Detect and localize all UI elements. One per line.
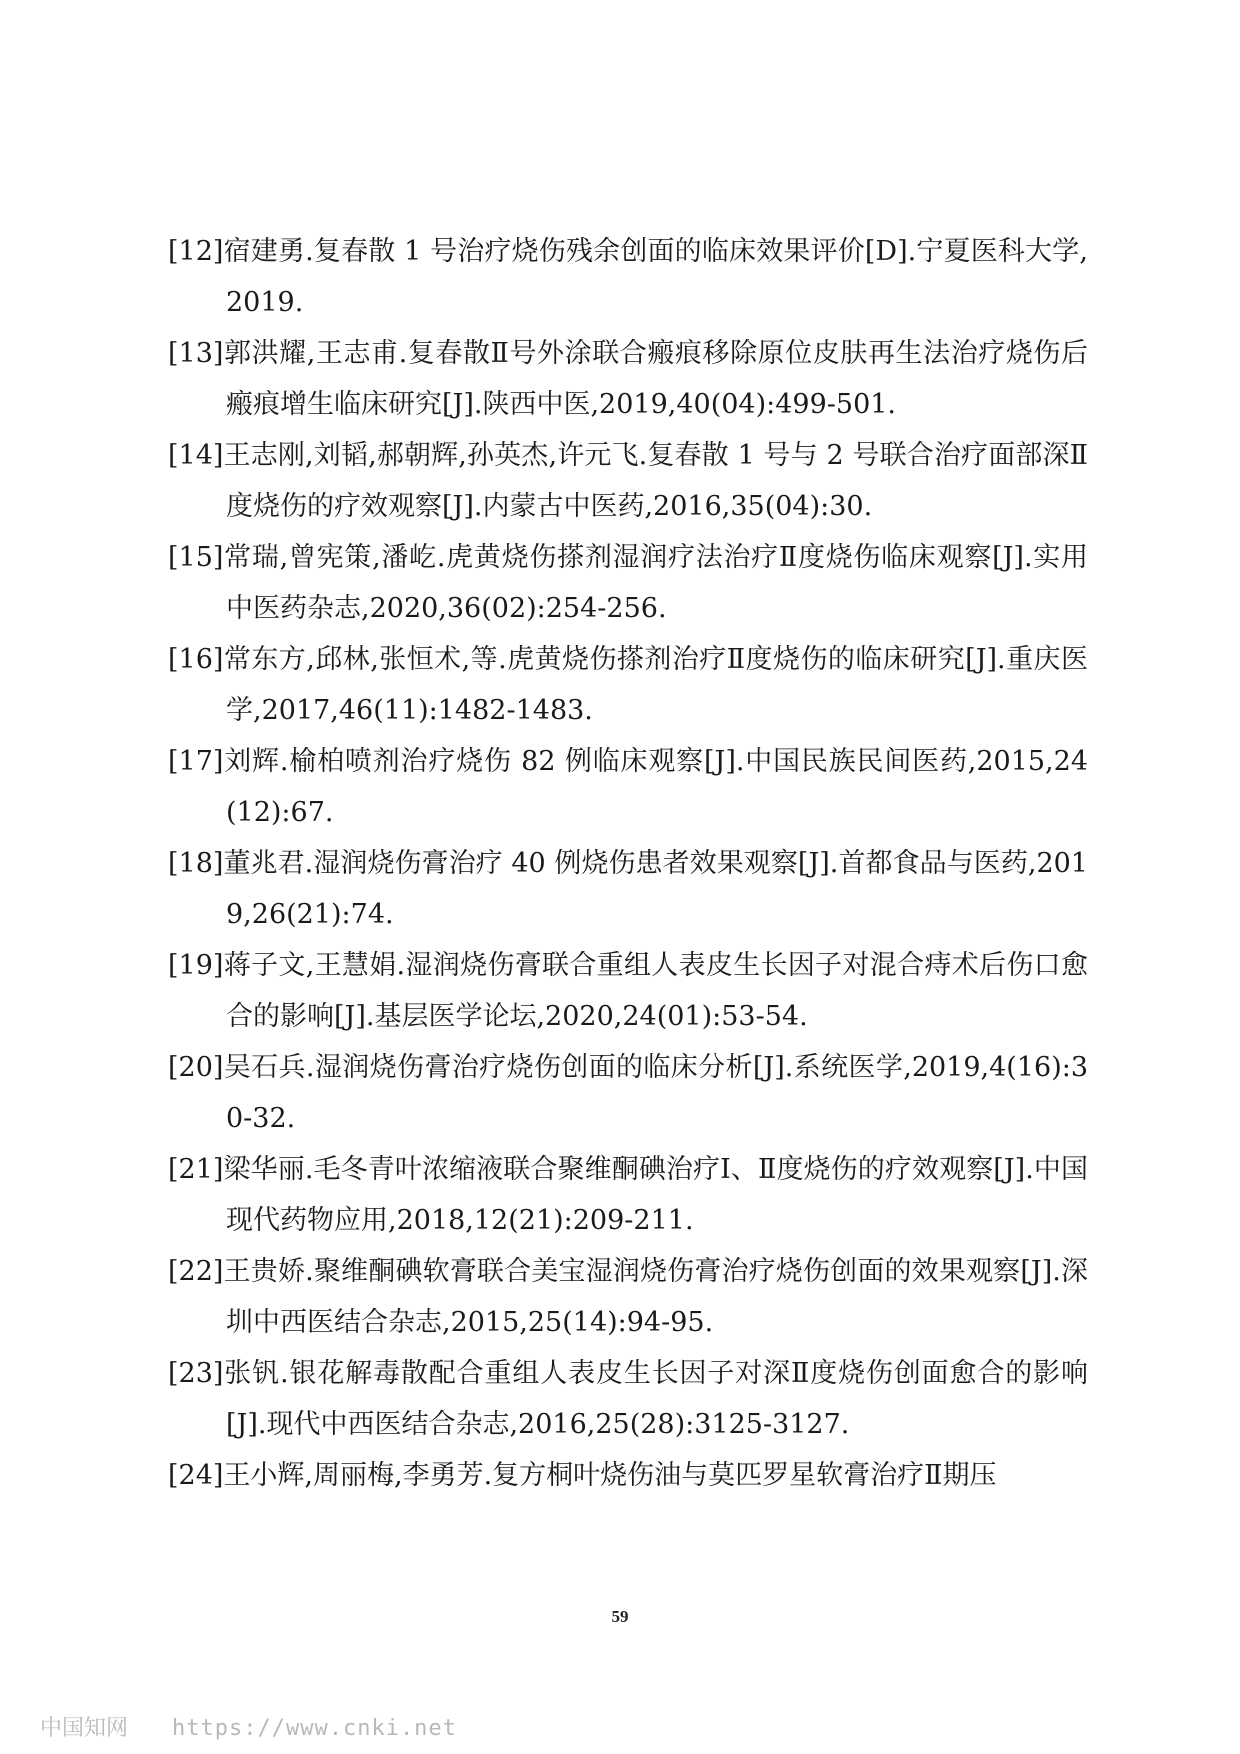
reference-number: [20]	[168, 1052, 224, 1083]
reference-text: 常瑞,曾宪策,潘屹.虎黄烧伤搽剂湿润疗法治疗Ⅱ度烧伤临床观察[J].实用中医药杂志,2020,36(02):254-256.	[223, 542, 1088, 624]
reference-text: 董兆君.湿润烧伤膏治疗 40 例烧伤患者效果观察[J].首都食品与医药,2019,26(21):74.	[223, 848, 1088, 930]
reference-item	[168, 940, 1088, 1042]
reference-text: 王小辉,周丽梅,李勇芳.复方桐叶烧伤油与莫匹罗星软膏治疗Ⅱ期压	[223, 1460, 997, 1491]
reference-number: [22]	[168, 1256, 224, 1287]
page-number: 59	[611, 1607, 629, 1626]
reference-item	[168, 1246, 1088, 1348]
reference-number: [14]	[168, 440, 224, 471]
reference-item	[168, 226, 1088, 328]
reference-text: 梁华丽.毛冬青叶浓缩液联合聚维酮碘治疗Ⅰ、Ⅱ度烧伤的疗效观察[J].中国现代药物应用,2018,12(21):209-211.	[223, 1154, 1088, 1236]
reference-number: [21]	[168, 1154, 224, 1185]
reference-text: 常东方,邱林,张恒术,等.虎黄烧伤搽剂治疗Ⅱ度烧伤的临床研究[J].重庆医学,2017,46(11):1482-1483.	[223, 644, 1088, 726]
reference-number: [23]	[168, 1358, 224, 1389]
reference-text: 刘辉.榆柏喷剂治疗烧伤 82 例临床观察[J].中国民族民间医药,2015,24(12):67.	[223, 746, 1088, 828]
reference-number: [17]	[168, 746, 224, 777]
reference-text: 王志刚,刘韬,郝朝辉,孙英杰,许元飞.复春散 1 号与 2 号联合治疗面部深Ⅱ度烧伤的疗效观察[J].内蒙古中医药,2016,35(04):30.	[223, 440, 1088, 522]
reference-text: 张钒.银花解毒散配合重组人表皮生长因子对深Ⅱ度烧伤创面愈合的影响[J].现代中西医结合杂志,2016,25(28):3125-3127.	[223, 1358, 1088, 1440]
cnki-watermark	[40, 1711, 457, 1742]
reference-number: [24]	[168, 1460, 224, 1491]
reference-text: 王贵娇.聚维酮碘软膏联合美宝湿润烧伤膏治疗烧伤创面的效果观察[J].深圳中西医结合杂志,2015,25(14):94-95.	[223, 1256, 1088, 1338]
reference-item	[168, 1144, 1088, 1246]
reference-item	[168, 430, 1088, 532]
reference-item	[168, 1042, 1088, 1144]
reference-item	[168, 634, 1088, 736]
reference-item	[168, 1348, 1088, 1450]
reference-list	[168, 226, 1088, 1501]
watermark-site-name: 中国知网	[40, 1716, 129, 1741]
reference-number: [19]	[168, 950, 224, 981]
reference-number: [12]	[168, 236, 224, 267]
reference-number: [18]	[168, 848, 224, 879]
reference-text: 蒋子文,王慧娟.湿润烧伤膏联合重组人表皮生长因子对混合痔术后伤口愈合的影响[J].基层医学论坛,2020,24(01):53-54.	[223, 950, 1088, 1032]
reference-number: [16]	[168, 644, 224, 675]
reference-item	[168, 736, 1088, 838]
reference-item	[168, 328, 1088, 430]
reference-item	[168, 838, 1088, 940]
reference-number: [13]	[168, 338, 224, 369]
reference-text: 吴石兵.湿润烧伤膏治疗烧伤创面的临床分析[J].系统医学,2019,4(16):30-32.	[223, 1052, 1088, 1134]
reference-number: [15]	[168, 542, 224, 573]
watermark-url: https://www.cnki.net	[172, 1716, 457, 1741]
reference-item	[168, 1450, 1088, 1501]
reference-item	[168, 532, 1088, 634]
reference-text: 宿建勇.复春散 1 号治疗烧伤残余创面的临床效果评价[D].宁夏医科大学,2019.	[223, 236, 1088, 318]
reference-text: 郭洪耀,王志甫.复春散Ⅱ号外涂联合瘢痕移除原位皮肤再生法治疗烧伤后瘢痕增生临床研究[J].陕西中医,2019,40(04):499-501.	[223, 338, 1088, 420]
